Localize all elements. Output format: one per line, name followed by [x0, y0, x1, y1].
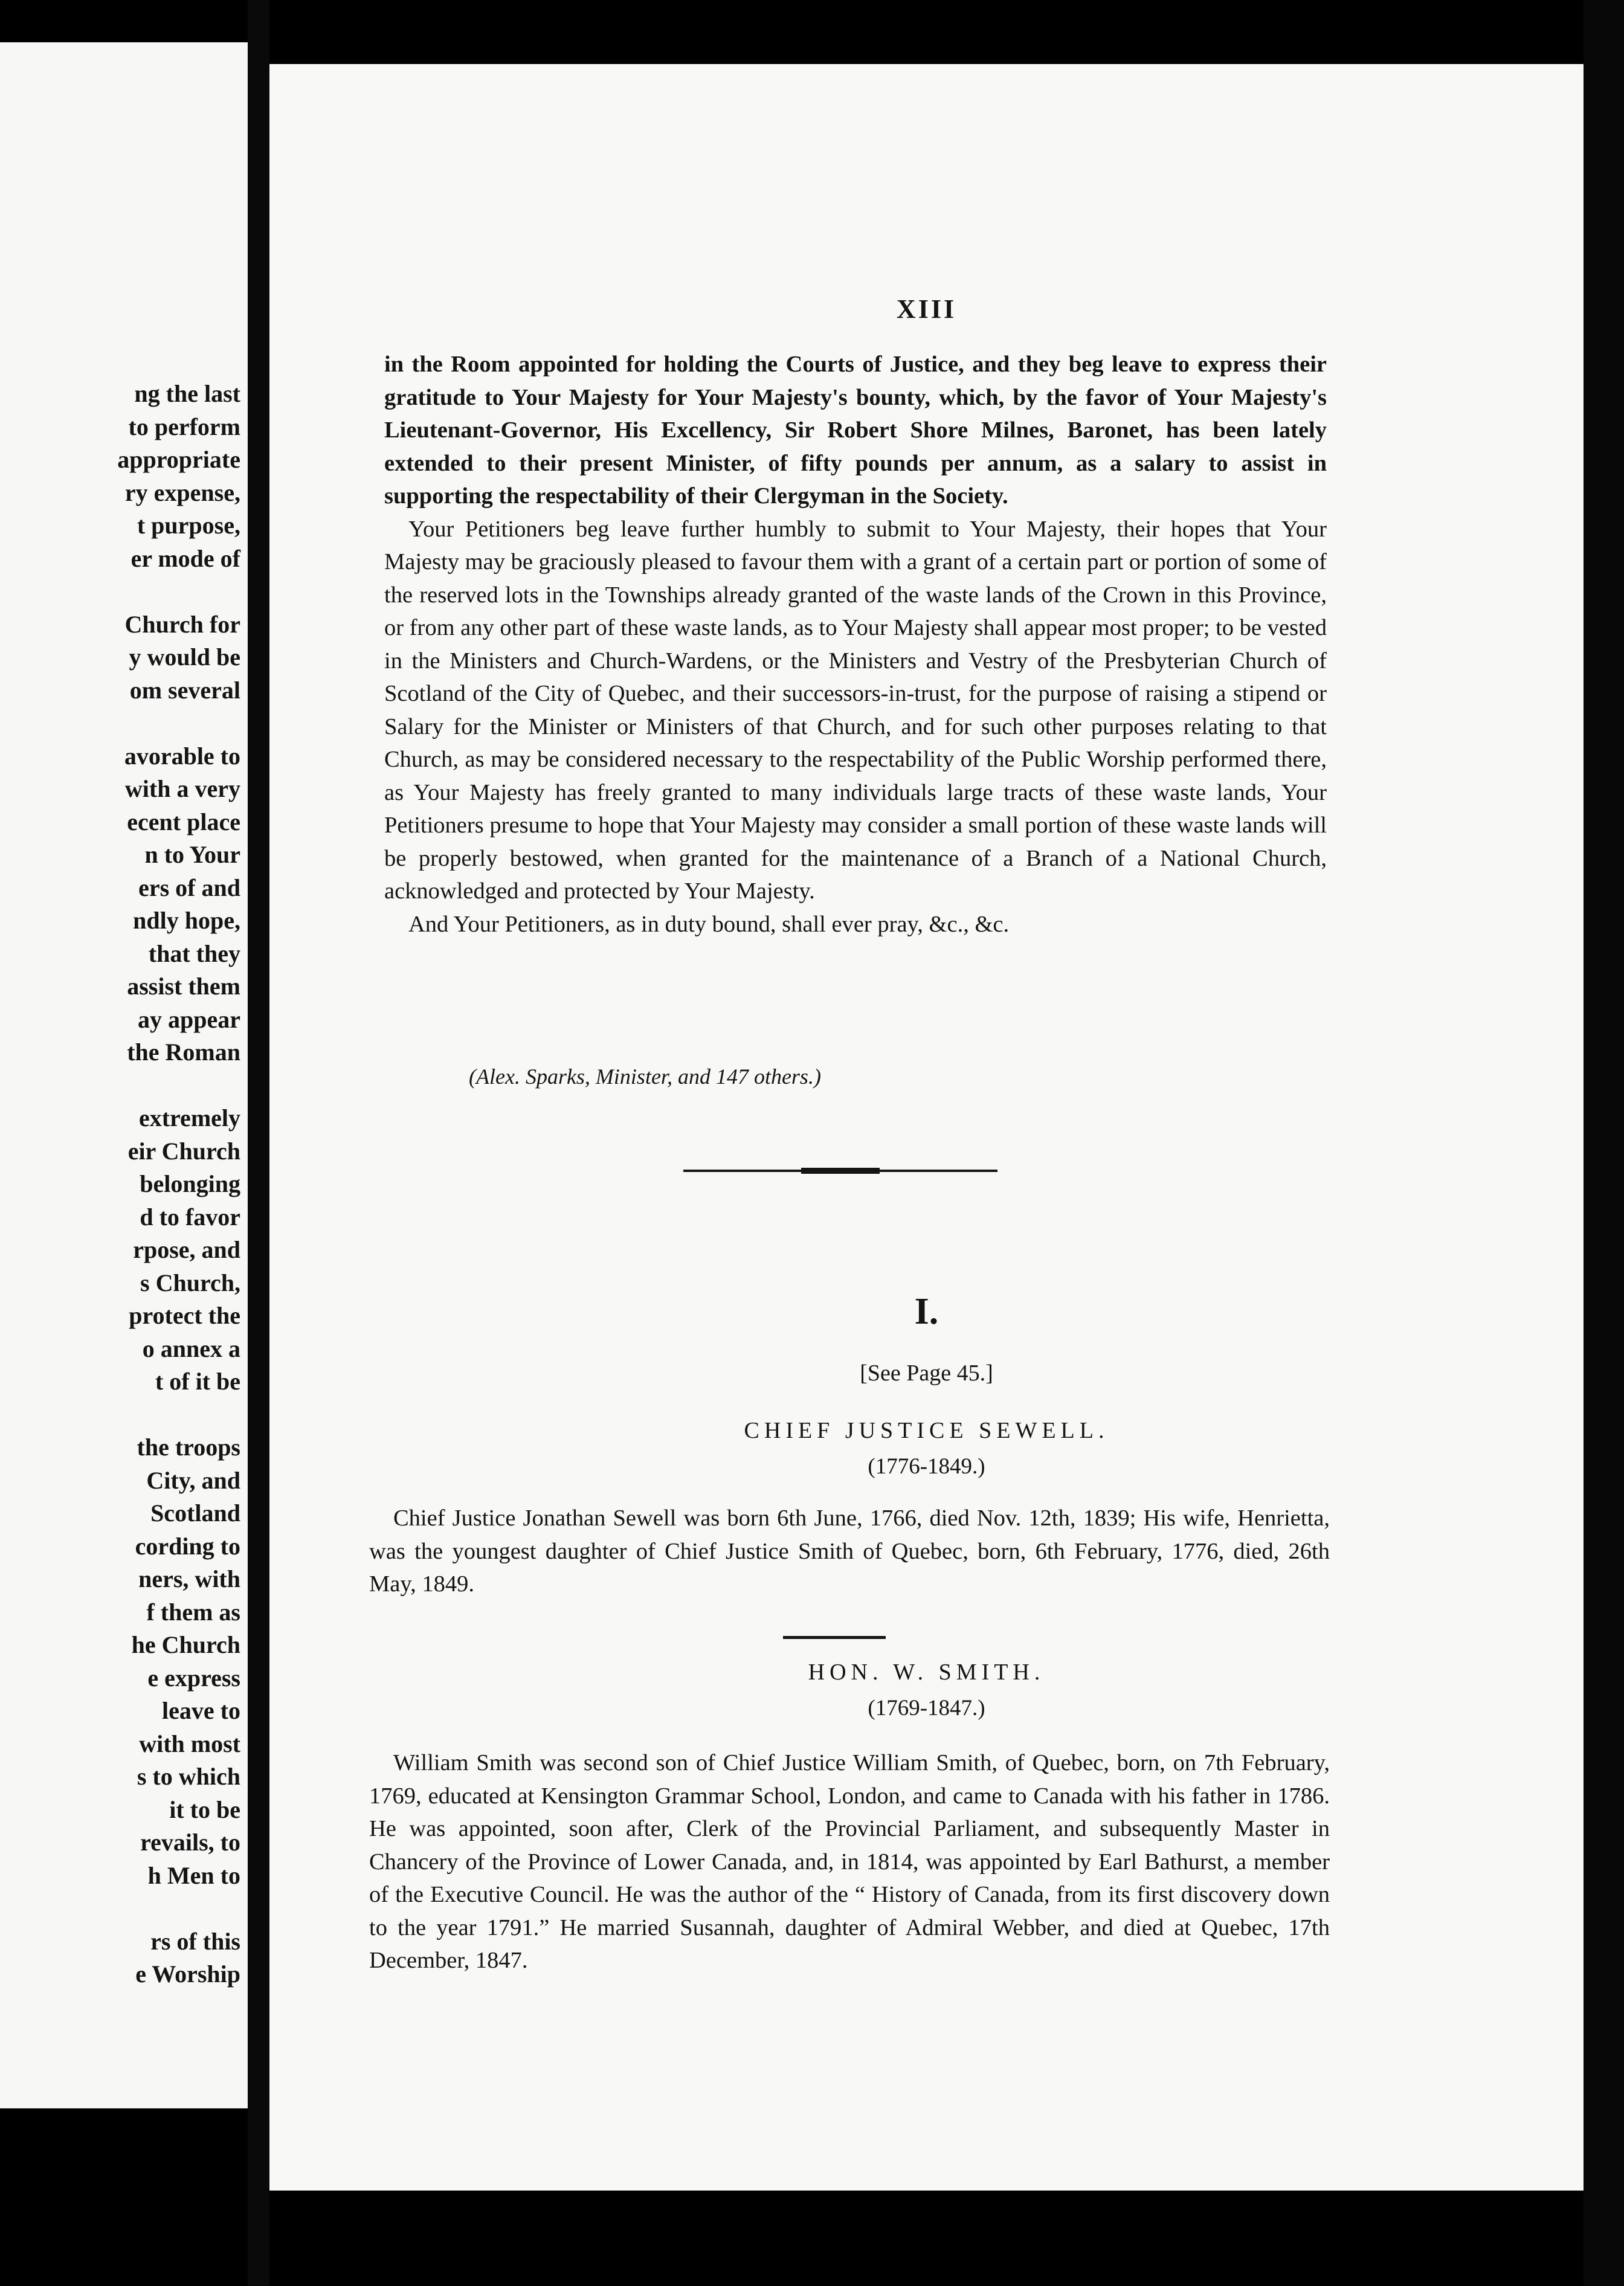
facing-page-line: t of it be: [155, 1368, 240, 1395]
facing-page-line: he Church: [131, 1631, 240, 1658]
facing-page-line: [0, 1399, 240, 1432]
facing-page-line: f them as: [146, 1598, 240, 1626]
facing-page-line: [0, 1892, 240, 1925]
section-heading: CHIEF JUSTICE SEWELL.: [744, 1418, 1109, 1443]
facing-page-line: h Men to: [147, 1861, 240, 1889]
paragraph: William Smith was second son of Chief Justice William Smith, of Quebec, born, on 7th February, 1769, educated at Kensington Grammar School, London, and came to Canada with his father in 1786. He was appointed, soon after, Clerk of the Provincial Parliament, and subsequently Master in Chancery of the Province of Lower Canada, and, in 1814, was appointed by Earl Bathurst, a member of the Executive Council. He was the author of the “ History of Canada, from its first discovery down to the year 1791.” He married Susannah, daughter of Admiral Webber, and died at Quebec, 17th December, 1847.: [369, 1750, 1330, 1973]
book-gutter: [248, 0, 269, 2286]
facing-page-line: om several: [129, 676, 240, 704]
facing-page-line: revails, to: [140, 1829, 240, 1856]
facing-page-line: t purpose,: [137, 512, 240, 539]
paragraph: in the Room appointed for holding the Courts of Justice, and they beg leave to express their gratitude to Your Majesty for Your Majesty's bounty, which, by the favor of Your Majesty's Lieutenant-Governor, His Excellency, Sir Robert Shore Milnes, Baronet, has been lately extended to their present Minister, of fifty pounds per annum, as a salary to assist in supporting the respectability of their Clergyman in the Society.: [384, 352, 1327, 509]
facing-page-line: belonging: [140, 1170, 240, 1197]
facing-page-line: e express: [147, 1664, 240, 1692]
paragraph: Chief Justice Jonathan Sewell was born 6th June, 1766, died Nov. 12th, 1839; His wife, Henrietta, was the youngest daughter of Chief Justice Smith of Quebec, born, 6th February, 1776, died, 26th May, 1849.: [369, 1505, 1330, 1597]
facing-page-line: it to be: [169, 1795, 240, 1823]
facing-page-line: e Worship: [135, 1960, 240, 1988]
short-rule: [783, 1636, 886, 1639]
facing-page-line: s Church,: [140, 1269, 240, 1296]
facing-page-line: that they: [148, 939, 240, 967]
petition-text: [384, 348, 1327, 941]
facing-page-line: appropriate: [117, 446, 240, 473]
page-reference: [See Page 45.]: [860, 1360, 993, 1386]
facing-page-line: leave to: [162, 1697, 240, 1724]
facing-page: [0, 42, 248, 2108]
facing-page-line: assist them: [127, 973, 240, 1000]
section-dates: (1776-1849.): [868, 1454, 985, 1479]
facing-page-line: the troops: [137, 1434, 240, 1461]
document-page: [269, 64, 1584, 2191]
facing-page-line: ndly hope,: [133, 907, 240, 934]
section-heading: HON. W. SMITH.: [808, 1660, 1045, 1685]
facing-page-line: City, and: [146, 1466, 240, 1494]
facing-page-text: [0, 378, 240, 1991]
section-text: [369, 1502, 1330, 1601]
page-number: XIII: [896, 294, 957, 324]
section-text: [369, 1747, 1330, 1977]
paragraph: Your Petitioners beg leave further humbly to submit to Your Majesty, their hopes that Your Majesty may be graciously pleased to favour them with a grant of a certain part or portion of some of the reserved lots in the Townships already granted of the waste lands of the Crown in this Province, or from any other part of these waste lands, as to Your Majesty shall appear most proper; to be vested in the Ministers and Church-Wardens, or the Ministers and Vestry of the Presbyterian Church of Scotland of the City of Quebec, and their successors-in-trust, for the purpose of raising a stipend or Salary for the Minister or Ministers of that Church, and for such other purposes relating to that Church, as may be considered necessary to the respectability of the Public Worship performed there, as Your Majesty has freely granted to many individuals large tracts of these waste lands, Your Petitioners presume to hope that Your Majesty may consider a small portion of these waste lands will be properly bestowed, when granted for the maintenance of a Branch of a National Church, acknowledged and protected by Your Majesty.: [384, 516, 1327, 904]
facing-page-line: o annex a: [142, 1335, 240, 1362]
facing-page-line: ng the last: [134, 380, 240, 407]
facing-page-line: er mode of: [130, 544, 240, 572]
facing-page-line: ry expense,: [124, 478, 240, 506]
facing-page-line: ecent place: [127, 808, 240, 836]
paragraph: And Your Petitioners, as in duty bound, shall ever pray, &c., &c.: [408, 911, 1010, 937]
facing-page-line: ers of and: [138, 874, 240, 901]
scan-edge: [1584, 0, 1624, 2286]
facing-page-line: cording to: [135, 1532, 240, 1560]
facing-page-line: [0, 575, 240, 608]
facing-page-line: the Roman: [127, 1038, 240, 1066]
facing-page-line: ners, with: [138, 1565, 240, 1592]
facing-page-line: Church for: [124, 610, 240, 638]
facing-page-line: rpose, and: [133, 1236, 240, 1263]
facing-page-line: protect the: [129, 1302, 240, 1329]
facing-page-line: Scotland: [150, 1499, 240, 1527]
facing-page-line: n to Your: [144, 841, 240, 868]
facing-page-line: rs of this: [150, 1927, 240, 1955]
facing-page-line: [0, 707, 240, 740]
signature-line: (Alex. Sparks, Minister, and 147 others.): [469, 1064, 821, 1089]
facing-page-line: [0, 1069, 240, 1103]
facing-page-line: ay appear: [138, 1005, 240, 1033]
facing-page-line: to perform: [128, 413, 240, 440]
facing-page-line: with a very: [124, 775, 240, 802]
appendix-letter: I.: [914, 1291, 939, 1332]
facing-page-line: with most: [139, 1730, 240, 1757]
section-divider: [683, 1167, 997, 1175]
facing-page-line: avorable to: [124, 742, 240, 770]
facing-page-line: extremely: [138, 1104, 240, 1132]
facing-page-line: s to which: [137, 1763, 240, 1790]
facing-page-line: d to favor: [140, 1203, 240, 1231]
section-dates: (1769-1847.): [868, 1696, 985, 1721]
facing-page-line: eir Church: [127, 1137, 240, 1165]
facing-page-line: y would be: [129, 643, 240, 671]
